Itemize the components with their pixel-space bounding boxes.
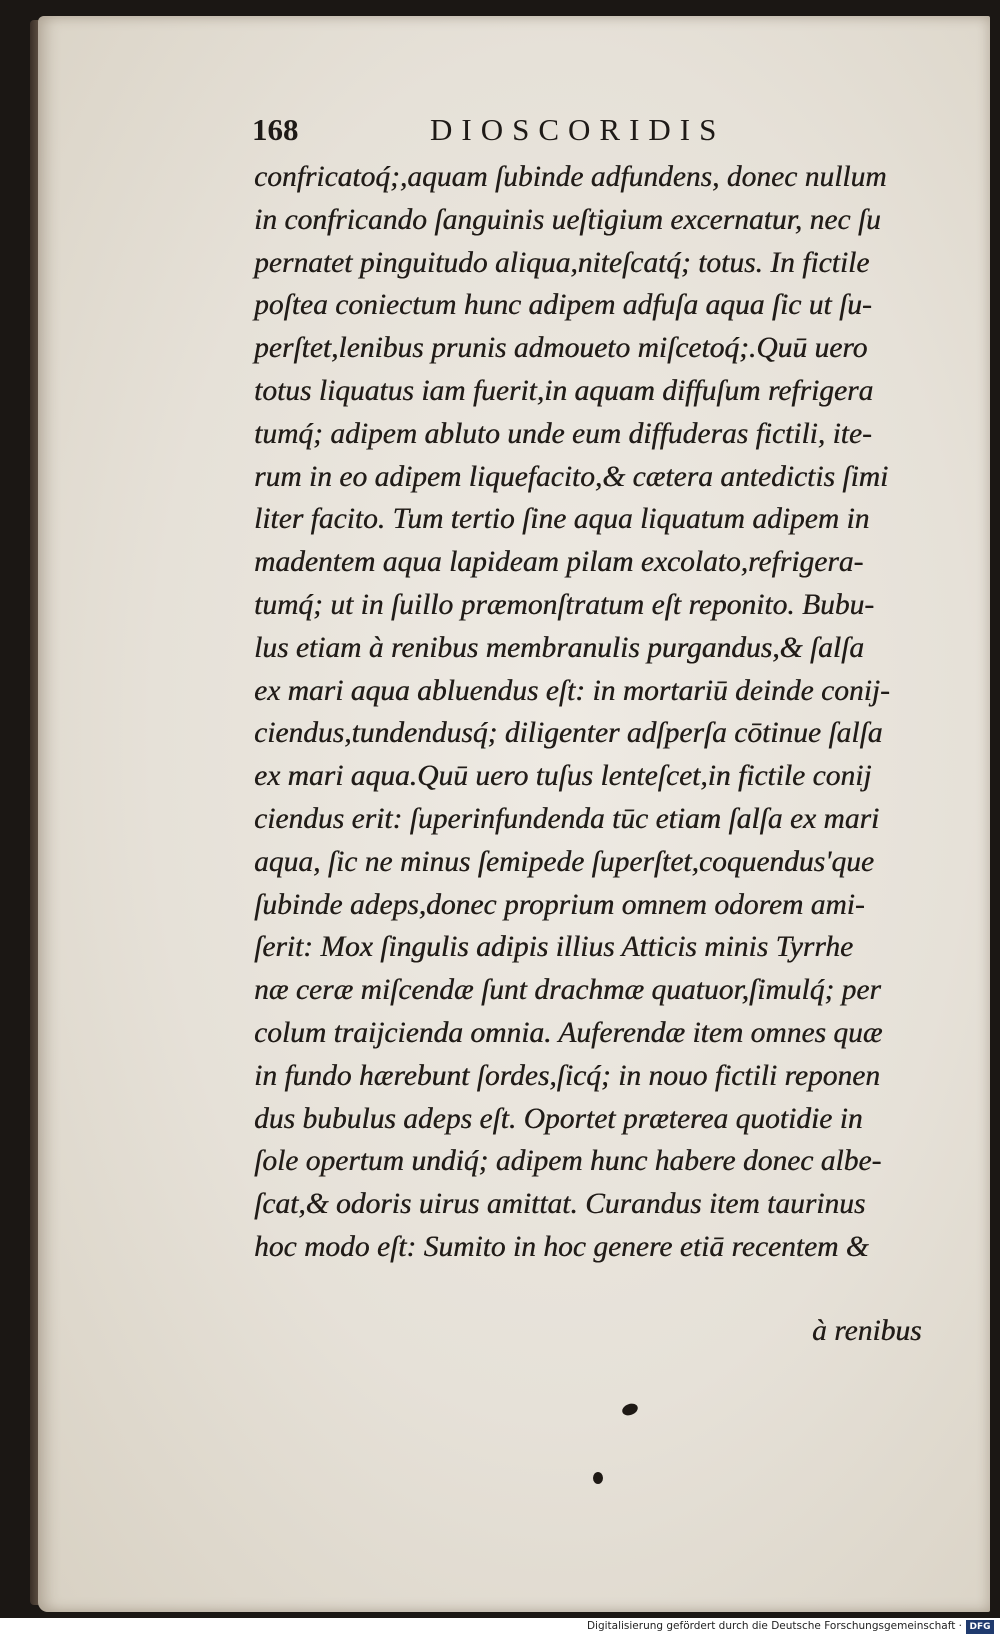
running-title: DIOSCORIDIS (430, 112, 726, 147)
text-line: tumq́; adipem abluto unde eum diffuderas fictili, ite- (254, 417, 872, 450)
catchword: à renibus (812, 1315, 922, 1347)
text-line: ſole opertum undiq́; adipem hunc habere donec albe- (254, 1145, 882, 1178)
text-line: perſtet,lenibus prunis admoueto miſcetoq́;.Quū uero (254, 332, 868, 365)
text-line: ſubinde adeps,donec proprium omnem odorem ami- (254, 888, 865, 921)
text-line: aqua, ſic ne minus ſemipede ſuperſtet,coquendus'que (254, 845, 874, 878)
text-line: ciendus,tundendusq́; diligenter adſperſa cōtinue ſalſa (254, 717, 883, 750)
text-line: colum traijcienda omnia. Auferendæ item omnes quæ (254, 1016, 883, 1049)
text-block (254, 156, 944, 1269)
text-line: lus etiam à renibus membranulis purgandus,& ſalſa (254, 631, 864, 664)
text-line: madentem aqua lapideam pilam excolato,refrigera- (254, 546, 864, 579)
text-line: ſerit: Mox ſingulis adipis illius Atticis minis Tyrrhe (254, 931, 854, 964)
text-line: in confricando ſanguinis ueſtigium excernatur, nec ſu (254, 203, 881, 236)
text-line: confricatoq́;,aquam ſubinde adfundens, donec nullum (254, 161, 887, 193)
dfg-logo-icon: DFG (966, 1620, 994, 1634)
text-line: dus bubulus adeps eſt. Oportet præterea quotidie in (254, 1102, 863, 1135)
page-number: 168 (252, 112, 299, 147)
text-line: poſtea coniectum hunc adipem adfuſa aqua ſic ut ſu- (254, 289, 872, 322)
text-line: næ ceræ miſcendæ ſunt drachmæ quatuor,ſimulq́; per (254, 974, 881, 1007)
footer-bar (0, 1618, 1000, 1637)
text-line: pernatet pinguitudo aliqua,niteſcatq́; totus. In fictile (254, 246, 870, 279)
text-line: totus liquatus iam fuerit,in aquam diffuſum refrigera (254, 374, 874, 407)
text-line: liter facito. Tum tertio ſine aqua liquatum adipem in (254, 503, 870, 536)
text-line: ſcat,& odoris uirus amittat. Curandus item taurinus (254, 1188, 866, 1221)
funding-credit: Digitalisierung gefördert durch die Deutsche Forschungsgemeinschaft · (586, 1620, 962, 1632)
text-line: ex mari aqua abluendus eſt: in mortariū deinde conij- (254, 674, 890, 707)
text-line: tumq́; ut in ſuillo præmonſtratum eſt reponito. Bubu- (254, 588, 875, 621)
page-header (252, 112, 812, 156)
text-line: rum in eo adipem liquefacito,& cætera antedictis ſimi (254, 460, 889, 493)
text-line: hoc modo eſt: Sumito in hoc genere etiā recentem & (254, 1230, 869, 1263)
ink-spot (593, 1472, 603, 1484)
text-line: in fundo hærebunt ſordes,ſicq́; in nouo fictili reponen (254, 1059, 880, 1092)
text-line: ex mari aqua.Quū uero tuſus lenteſcet,in fictile conij (254, 760, 872, 793)
text-line: ciendus erit: ſuperinfundenda tūc etiam ſalſa ex mari (254, 802, 880, 835)
